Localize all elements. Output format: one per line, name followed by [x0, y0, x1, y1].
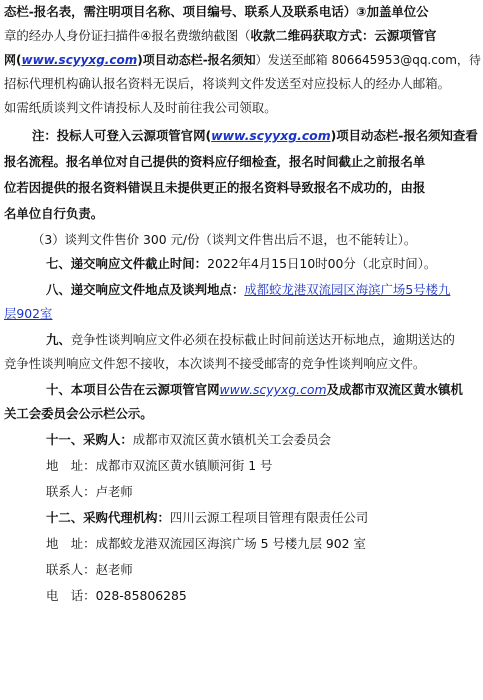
section10-line-1: 十、本项目公告在云源项管官网www.scyyxg.com及成都市双流区黄水镇机	[46, 382, 463, 397]
agency-line: 十二、采购代理机构：四川云源工程项目管理有限责任公司	[46, 510, 369, 525]
agency-contact: 联系人：赵老师	[46, 562, 133, 577]
deadline-line: 七、递交响应文件截止时间：2022年4月15日10时00分（北京时间）。	[46, 256, 437, 271]
website-link[interactable]: www.scyyxg.com	[21, 53, 138, 67]
purchaser-address: 地 址：成都市双流区黄水镇顺河街 1 号	[46, 458, 273, 473]
registration-line-3: 网(www.scyyxg.com)项目动态栏-报名须知）发送至邮箱 806645953@qq.com，待	[4, 53, 481, 67]
section10-line-2: 关工会委员会公示栏公示。	[4, 406, 153, 421]
agency-address: 地 址：成都蛟龙港双流园区海滨广场 5 号楼九层 902 室	[46, 536, 366, 551]
venue-line-1: 八、递交响应文件地点及谈判地点：成都蛟龙港双流园区海滨广场5号楼九	[46, 282, 451, 297]
registration-line-1: 态栏-报名表，需注明项目名称、项目编号、联系人及联系电话）③加盖单位公	[4, 4, 429, 19]
registration-line-5: 如需纸质谈判文件请投标人及时前往我公司领取。	[4, 100, 277, 115]
section9-line-1: 九、竞争性谈判响应文件必须在投标截止时间前送达开标地点，逾期送达的	[46, 332, 455, 347]
note-line-1: 注：投标人可登入云源项管官网(www.scyyxg.com)项目动态栏-报名须知查看	[32, 128, 478, 143]
section9-line-2: 竞争性谈判响应文件恕不接收，本次谈判不接受邮寄的竞争性谈判响应文件。	[4, 356, 426, 371]
note-line-3: 位若因提供的报名资料错误且未提供更正的报名资料导致报名不成功的，由报	[4, 180, 426, 195]
registration-line-2: 章的经办人身份证扫描件④报名费缴纳截图（收款二维码获取方式：云源项管官	[4, 28, 437, 43]
note-line-4: 名单位自行负责。	[4, 206, 104, 221]
note-line-2: 报名流程。报名单位对自己提供的资料应仔细检查，报名时间截止之前报名单	[4, 154, 426, 169]
venue-line-2: 层902室	[4, 306, 53, 321]
registration-line-4: 招标代理机构确认报名资料无误后，将谈判文件发送至对应投标人的经办人邮箱。	[4, 76, 451, 91]
agency-phone: 电 话：028-85806285	[46, 588, 187, 603]
website-link[interactable]: www.scyyxg.com	[211, 128, 331, 143]
website-link[interactable]: www.scyyxg.com	[219, 382, 327, 397]
purchaser-contact: 联系人：卢老师	[46, 484, 133, 499]
purchaser-line: 十一、采购人：成都市双流区黄水镇机关工会委员会	[46, 432, 331, 447]
price-line: （3）谈判文件售价 300 元/份（谈判文件售出后不退，也不能转让）。	[32, 232, 417, 247]
